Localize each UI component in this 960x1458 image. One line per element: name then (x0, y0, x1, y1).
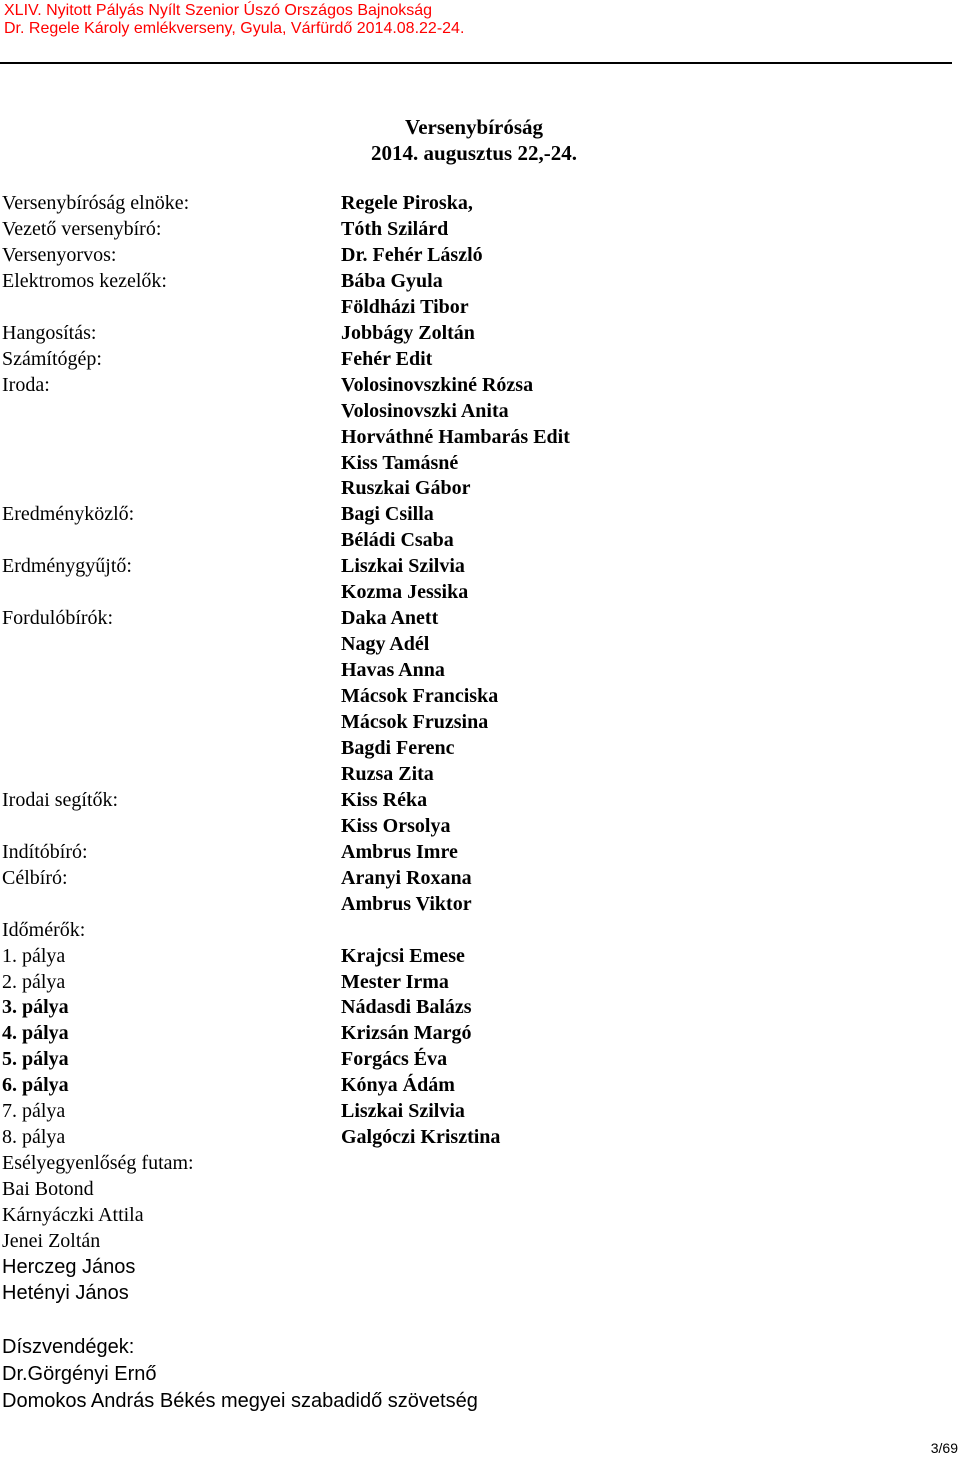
official-row (0, 787, 960, 813)
official-name: Aranyi Roxana (341, 866, 472, 889)
official-name: Dr. Fehér László (341, 243, 483, 266)
guest-row (0, 1388, 960, 1414)
role-label: 5. pálya (2, 1048, 69, 1071)
role-label: Herczeg János (2, 1255, 136, 1278)
official-name: Ambrus Imre (341, 840, 458, 863)
official-row (0, 994, 960, 1020)
role-label: Indítóbíró: (2, 840, 88, 863)
guests-heading: Díszvendégek: (2, 1336, 135, 1358)
official-name: Bagdi Ferenc (341, 736, 455, 759)
official-row (0, 216, 960, 242)
page-number: 3/69 (930, 1440, 958, 1456)
official-name: Nagy Adél (341, 633, 430, 656)
official-row (0, 346, 960, 372)
official-name: Liszkai Szilvia (341, 1100, 465, 1123)
official-name: Krizsán Margó (341, 1022, 472, 1045)
role-label: 8. pálya (2, 1126, 66, 1149)
role-label: Jenei Zoltán (2, 1230, 101, 1252)
official-row (0, 1176, 960, 1202)
official-row (0, 268, 960, 294)
official-row (0, 424, 960, 450)
official-row (0, 943, 960, 969)
guest-row (0, 1361, 960, 1387)
official-row (0, 1072, 960, 1098)
role-label: Bai Botond (2, 1178, 94, 1201)
official-row (0, 501, 960, 527)
official-row (0, 1046, 960, 1072)
official-row (0, 813, 960, 839)
official-row (0, 605, 960, 631)
official-name: Mácsok Fruzsina (341, 711, 489, 733)
official-row (0, 242, 960, 268)
official-name: Ruszkai Gábor (341, 477, 471, 500)
header-line-2: Dr. Regele Károly emlékverseny, Gyula, Várfürdő 2014.08.22-24. (4, 20, 465, 37)
official-row (0, 1020, 960, 1046)
role-label: Erdménygyűjtő: (2, 555, 132, 578)
guest-name: Dr.Görgényi Ernő (2, 1363, 157, 1385)
role-label: Esélyegyenlőség futam: (2, 1152, 194, 1175)
official-row (0, 761, 960, 787)
official-name: Kiss Tamásné (341, 451, 459, 474)
official-row (0, 657, 960, 683)
official-name: Krajcsi Emese (341, 944, 465, 967)
official-row (0, 579, 960, 605)
official-name: Bagi Csilla (341, 503, 434, 526)
official-name: Nádasdi Balázs (341, 996, 472, 1019)
role-label: 6. pálya (2, 1074, 69, 1097)
official-row (0, 683, 960, 709)
official-name: Horváthné Hambarás Edit (341, 425, 570, 448)
official-name: Fehér Edit (341, 347, 433, 370)
header-divider (0, 62, 952, 64)
official-row (0, 294, 960, 320)
title-line-1: Versenybíróság (404, 115, 544, 139)
role-label: 1. pálya (2, 944, 66, 967)
official-row (0, 709, 960, 735)
official-name: Kiss Réka (341, 788, 428, 811)
official-name: Volosinovszkiné Rózsa (341, 373, 534, 396)
official-name: Galgóczi Krisztina (341, 1126, 501, 1149)
official-row (0, 865, 960, 891)
page-title (340, 114, 608, 166)
official-name: Ruzsa Zita (341, 762, 434, 785)
role-label: Iroda: (2, 373, 50, 396)
official-row (0, 735, 960, 761)
official-row (0, 1202, 960, 1228)
role-label: Vezető versenybíró: (2, 217, 162, 240)
official-name: Kozma Jessika (341, 581, 469, 604)
official-row (0, 1150, 960, 1176)
official-row (0, 398, 960, 424)
role-label: Fordulóbírók: (2, 607, 114, 630)
official-name: Földházi Tibor (341, 295, 469, 318)
official-name: Havas Anna (341, 659, 445, 682)
official-row (0, 1228, 960, 1254)
role-label: Hetényi János (2, 1281, 129, 1304)
role-label: Időmérők: (2, 918, 86, 941)
official-row (0, 917, 960, 943)
role-label: 4. pálya (2, 1022, 69, 1045)
official-name: Daka Anett (341, 607, 439, 630)
role-label: Hangosítás: (2, 321, 97, 344)
title-line-2: 2014. augusztus 22,-24. (371, 141, 577, 165)
official-name: Mester Irma (341, 970, 449, 993)
official-name: Ambrus Viktor (341, 892, 472, 915)
official-row (0, 1098, 960, 1124)
official-row (0, 1254, 960, 1280)
official-name: Tóth Szilárd (341, 217, 449, 240)
role-label: 3. pálya (2, 996, 69, 1019)
guest-name: Domokos András Békés megyei szabadidő szövetség (2, 1390, 478, 1412)
official-row (0, 1280, 960, 1306)
role-label: Eredményközlő: (2, 503, 135, 526)
official-row (0, 891, 960, 917)
official-row (0, 553, 960, 579)
official-name: Liszkai Szilvia (341, 555, 465, 578)
official-row (0, 839, 960, 865)
role-label: Kárnyáczki Attila (2, 1204, 144, 1227)
role-label: 2. pálya (2, 970, 66, 993)
official-row (0, 450, 960, 476)
document-header (4, 2, 464, 38)
official-row (0, 475, 960, 501)
official-name: Kónya Ádám (341, 1074, 455, 1097)
official-name: Jobbágy Zoltán (341, 321, 475, 344)
official-row (0, 969, 960, 995)
official-name: Kiss Orsolya (341, 814, 451, 837)
official-name: Mácsok Franciska (341, 685, 499, 708)
official-name: Forgács Éva (341, 1048, 448, 1071)
role-label: Irodai segítők: (2, 788, 119, 811)
role-label: Versenyorvos: (2, 243, 117, 266)
official-name: Regele Piroska, (341, 192, 473, 214)
official-name: Volosinovszki Anita (341, 399, 509, 422)
official-name: Béládi Csaba (341, 529, 454, 552)
official-row (0, 631, 960, 657)
official-row (0, 190, 960, 216)
official-row (0, 1124, 960, 1150)
guests-heading-row (0, 1334, 960, 1360)
official-row (0, 372, 960, 398)
role-label: 7. pálya (2, 1100, 66, 1123)
role-label: Versenybíróság elnöke: (2, 192, 190, 214)
header-line-1: XLIV. Nyitott Pályás Nyílt Szenior Úszó Országos Bajnokság (4, 2, 433, 19)
official-row (0, 527, 960, 553)
role-label: Elektromos kezelők: (2, 269, 167, 292)
official-row (0, 320, 960, 346)
official-name: Bába Gyula (341, 269, 443, 292)
role-label: Számítógép: (2, 347, 102, 370)
role-label: Célbíró: (2, 866, 68, 889)
